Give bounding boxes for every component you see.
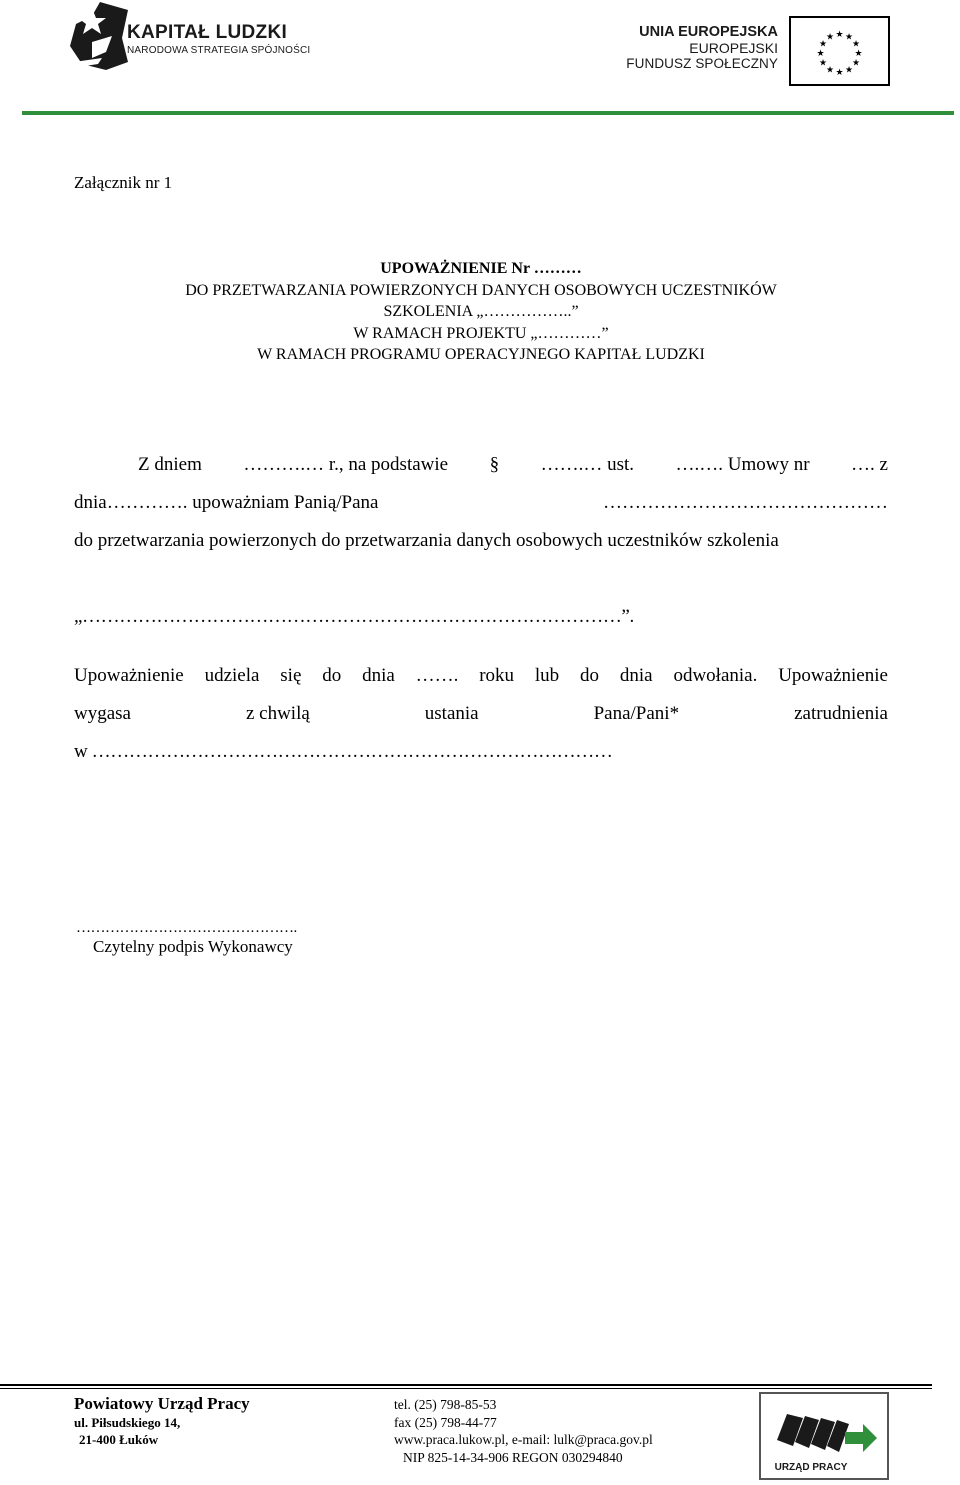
eu-logo-text — [626, 24, 778, 72]
document-title — [74, 258, 888, 366]
svg-text:★: ★ — [844, 32, 854, 43]
word: ustania — [424, 703, 479, 724]
validity-line-2 — [74, 695, 888, 733]
footer-tel: tel. (25) 798-85-53 — [394, 1397, 497, 1412]
word: do — [580, 665, 600, 686]
eu-line-1: UNIA EUROPEJSKA — [639, 24, 778, 40]
word: ……. — [415, 665, 459, 686]
paragraph-line-2 — [74, 484, 888, 522]
validity-line-1 — [74, 657, 888, 695]
kapital-ludzki-logo-icon — [62, 2, 132, 72]
title-line-4: W RAMACH PROJEKTU „…………” — [353, 324, 609, 342]
title-line-5: W RAMACH PROGRAMU OPERACYJNEGO KAPITAŁ LUDZKI — [257, 346, 705, 363]
footer-office-name: Powiatowy Urząd Pracy — [74, 1394, 250, 1413]
footer-divider-thin — [0, 1388, 932, 1389]
word: wygasa — [74, 703, 131, 724]
paragraph-line-4: „……………………………………………………………………………”. — [74, 606, 634, 627]
text-segment: …….… ust. — [540, 454, 635, 475]
word: dnia — [362, 665, 395, 686]
svg-text:★: ★ — [835, 30, 844, 40]
svg-text:★: ★ — [851, 39, 861, 50]
header-divider — [22, 111, 954, 115]
word: się — [280, 665, 302, 686]
svg-text:★: ★ — [854, 49, 863, 59]
eu-line-3: FUNDUSZ SPOŁECZNY — [626, 56, 778, 71]
signature-line: ………………………………………. — [76, 920, 297, 936]
validity-paragraph — [74, 657, 888, 771]
kapital-ludzki-name: KAPITAŁ LUDZKI — [127, 22, 288, 43]
footer-street: ul. Piłsudskiego 14, — [74, 1415, 181, 1430]
paragraph-line-3: do przetwarzania powierzonych do przetwarzania danych osobowych uczestników szkolenia — [74, 530, 779, 551]
word: Pana/Pani* — [593, 703, 680, 724]
text-segment: Z dniem — [138, 454, 202, 475]
kapital-ludzki-subtitle: NARODOWA STRATEGIA SPÓJNOŚCI — [127, 45, 311, 56]
eu-line-2: EUROPEJSKI — [689, 40, 778, 56]
word: odwołania. — [673, 665, 758, 686]
title-line-3: SZKOLENIA „……………..” — [383, 303, 579, 320]
text-segment: …. z — [851, 454, 888, 475]
urzad-pracy-logo-icon — [759, 1392, 889, 1480]
eu-flag-icon — [789, 16, 890, 86]
svg-text:★: ★ — [818, 39, 828, 50]
title-line-1: UPOWAŻNIENIE Nr ……… — [380, 260, 582, 277]
paragraph-spacer — [74, 560, 888, 598]
svg-text:★: ★ — [825, 32, 835, 43]
text-segment: ……….… r., na podstawie — [243, 454, 449, 475]
text-segment: dnia…………. upoważniam Panią/Pana — [74, 492, 379, 513]
annex-label: Załącznik nr 1 — [74, 173, 173, 192]
svg-text:★: ★ — [816, 49, 825, 59]
text-segment: ….…. Umowy nr — [675, 454, 810, 475]
footer-ids: NIP 825-14-34-906 REGON 030294840 — [403, 1449, 623, 1465]
word: dnia — [619, 665, 653, 686]
svg-text:★: ★ — [851, 58, 861, 69]
footer-fax: fax (25) 798-44-77 — [394, 1414, 497, 1430]
text-segment: ……………………………………… — [603, 492, 888, 513]
word: zatrudnienia — [794, 703, 888, 724]
footer-city: 21-400 Łuków — [79, 1432, 159, 1447]
validity-line-3: w ………………………………………………………………………… — [74, 741, 613, 762]
word: Upoważnienie — [74, 665, 184, 686]
authorization-paragraph — [74, 446, 888, 636]
svg-text:★: ★ — [844, 65, 854, 76]
title-line-2: DO PRZETWARZANIA POWIERZONYCH DANYCH OSOBOWYCH UCZESTNIKÓW — [185, 281, 777, 299]
signature-label: Czytelny podpis Wykonawcy — [93, 937, 293, 956]
urzad-pracy-logo-text: URZĄD PRACY — [774, 1462, 848, 1473]
word: Upoważnienie — [778, 665, 888, 686]
footer-divider — [0, 1384, 932, 1386]
word: lub — [534, 665, 560, 686]
word: z chwilą — [245, 703, 310, 724]
word: roku — [479, 665, 515, 686]
word: udziela — [204, 665, 260, 686]
svg-text:★: ★ — [818, 58, 828, 69]
footer-web: www.praca.lukow.pl, e-mail: lulk@praca.gov.pl — [394, 1432, 653, 1447]
word: do — [322, 665, 342, 686]
footer-contact — [394, 1396, 653, 1466]
svg-text:★: ★ — [835, 68, 844, 78]
svg-text:★: ★ — [825, 65, 835, 76]
text-segment: § — [489, 454, 500, 475]
paragraph-line-1 — [74, 446, 888, 484]
